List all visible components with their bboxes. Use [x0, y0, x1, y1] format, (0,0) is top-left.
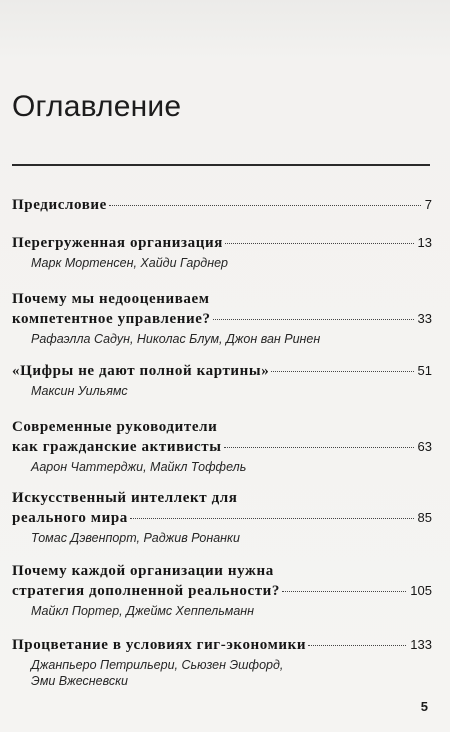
toc-entry[interactable]	[12, 562, 432, 619]
toc-entry[interactable]	[12, 361, 432, 399]
dot-leader	[271, 371, 413, 372]
dot-leader	[282, 591, 406, 592]
entry-authors: Эми Вжесневски	[31, 674, 128, 688]
toc-entry[interactable]	[12, 418, 432, 475]
entry-authors: Марк Мортенсен, Хайди Гарднер	[31, 256, 228, 270]
toc-entry[interactable]	[12, 195, 432, 215]
page-number: 5	[420, 699, 428, 714]
entry-authors: Максин Уильямс	[31, 384, 128, 398]
entry-authors: Рафаэлла Садун, Николас Блум, Джон ван Ринен	[31, 332, 321, 346]
entry-title: реального мира	[12, 510, 128, 526]
entry-page-number: 51	[417, 363, 432, 378]
dot-leader	[213, 319, 414, 320]
entry-title: Современные руководители	[12, 419, 218, 435]
entry-page-number: 105	[410, 583, 432, 598]
dot-leader	[130, 518, 414, 519]
entry-title: стратегия дополненной реальности?	[12, 583, 281, 599]
dot-leader	[224, 447, 414, 448]
dot-leader	[225, 243, 414, 244]
toc-entry[interactable]	[12, 635, 432, 689]
dot-leader	[109, 205, 421, 206]
entry-page-number: 7	[424, 197, 432, 212]
entry-title: как гражданские активисты	[12, 439, 222, 455]
entry-authors: Майкл Портер, Джеймс Хеппельманн	[31, 604, 255, 618]
entry-title: Процветание в условиях гиг-экономики	[12, 637, 307, 653]
entry-title: компетентное управление?	[12, 311, 211, 327]
toc-entry[interactable]	[12, 489, 432, 546]
entry-authors: Аарон Чаттерджи, Майкл Тоффель	[31, 460, 247, 474]
entry-title: Искусственный интеллект для	[12, 490, 238, 506]
entry-title: Перегруженная организация	[12, 235, 223, 251]
entry-title: «Цифры не дают полной картины»	[12, 363, 270, 379]
toc-entry[interactable]	[12, 290, 432, 347]
entry-page-number: 63	[417, 439, 432, 454]
entry-page-number: 85	[417, 510, 432, 525]
entry-authors: Томас Дэвенпорт, Раджив Ронанки	[31, 531, 240, 545]
entry-page-number: 13	[417, 235, 432, 250]
toc-title: Оглавление	[12, 90, 182, 123]
entry-page-number: 33	[417, 311, 432, 326]
entry-page-number: 133	[410, 637, 432, 652]
entry-authors: Джанпьеро Петрильери, Сьюзен Эшфорд,	[31, 658, 284, 672]
dot-leader	[308, 645, 406, 646]
entry-title: Почему каждой организации нужна	[12, 563, 274, 579]
entry-title: Почему мы недооцениваем	[12, 291, 210, 307]
title-rule	[12, 164, 430, 166]
entry-title: Предисловие	[12, 197, 107, 213]
toc-entry[interactable]	[12, 233, 432, 271]
